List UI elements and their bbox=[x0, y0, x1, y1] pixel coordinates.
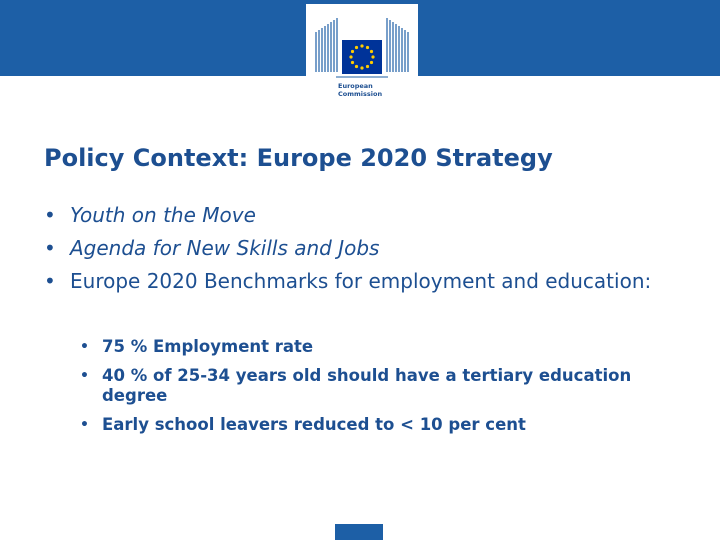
bullet-dot-icon: • bbox=[44, 203, 56, 227]
slide-title: Policy Context: Europe 2020 Strategy bbox=[44, 144, 553, 172]
sub-bullet-item bbox=[80, 366, 680, 406]
bullet-dot-icon: • bbox=[44, 269, 56, 293]
bullet-text: Europe 2020 Benchmarks for employment and education: bbox=[70, 269, 652, 293]
sub-bullet-text: 40 % of 25-34 years old should have a tertiary education degree bbox=[102, 366, 632, 405]
sub-bullet-text: Early school leavers reduced to < 10 per cent bbox=[102, 415, 526, 434]
footer-tab bbox=[335, 524, 383, 540]
bullet-item bbox=[44, 204, 664, 227]
bullet-text: Youth on the Move bbox=[70, 203, 256, 227]
logo-text-line1: European bbox=[338, 82, 373, 90]
sub-bullet-dot-icon: • bbox=[80, 339, 89, 355]
sub-bullet-item bbox=[80, 337, 680, 357]
logo-text-line2: Commission bbox=[338, 90, 383, 98]
bullet-text: Agenda for New Skills and Jobs bbox=[70, 236, 380, 260]
bullet-dot-icon: • bbox=[44, 236, 56, 260]
bullet-item bbox=[44, 237, 664, 260]
sub-bullet-dot-icon: • bbox=[80, 417, 89, 433]
european-commission-logo bbox=[306, 4, 418, 102]
bullet-item bbox=[44, 270, 664, 293]
sub-bullet-dot-icon: • bbox=[80, 368, 89, 384]
sub-bullet-text: 75 % Employment rate bbox=[102, 337, 314, 356]
sub-bullet-list bbox=[80, 337, 680, 444]
sub-bullet-item bbox=[80, 415, 680, 435]
logo-caption bbox=[338, 82, 382, 98]
main-bullet-list bbox=[44, 204, 664, 303]
